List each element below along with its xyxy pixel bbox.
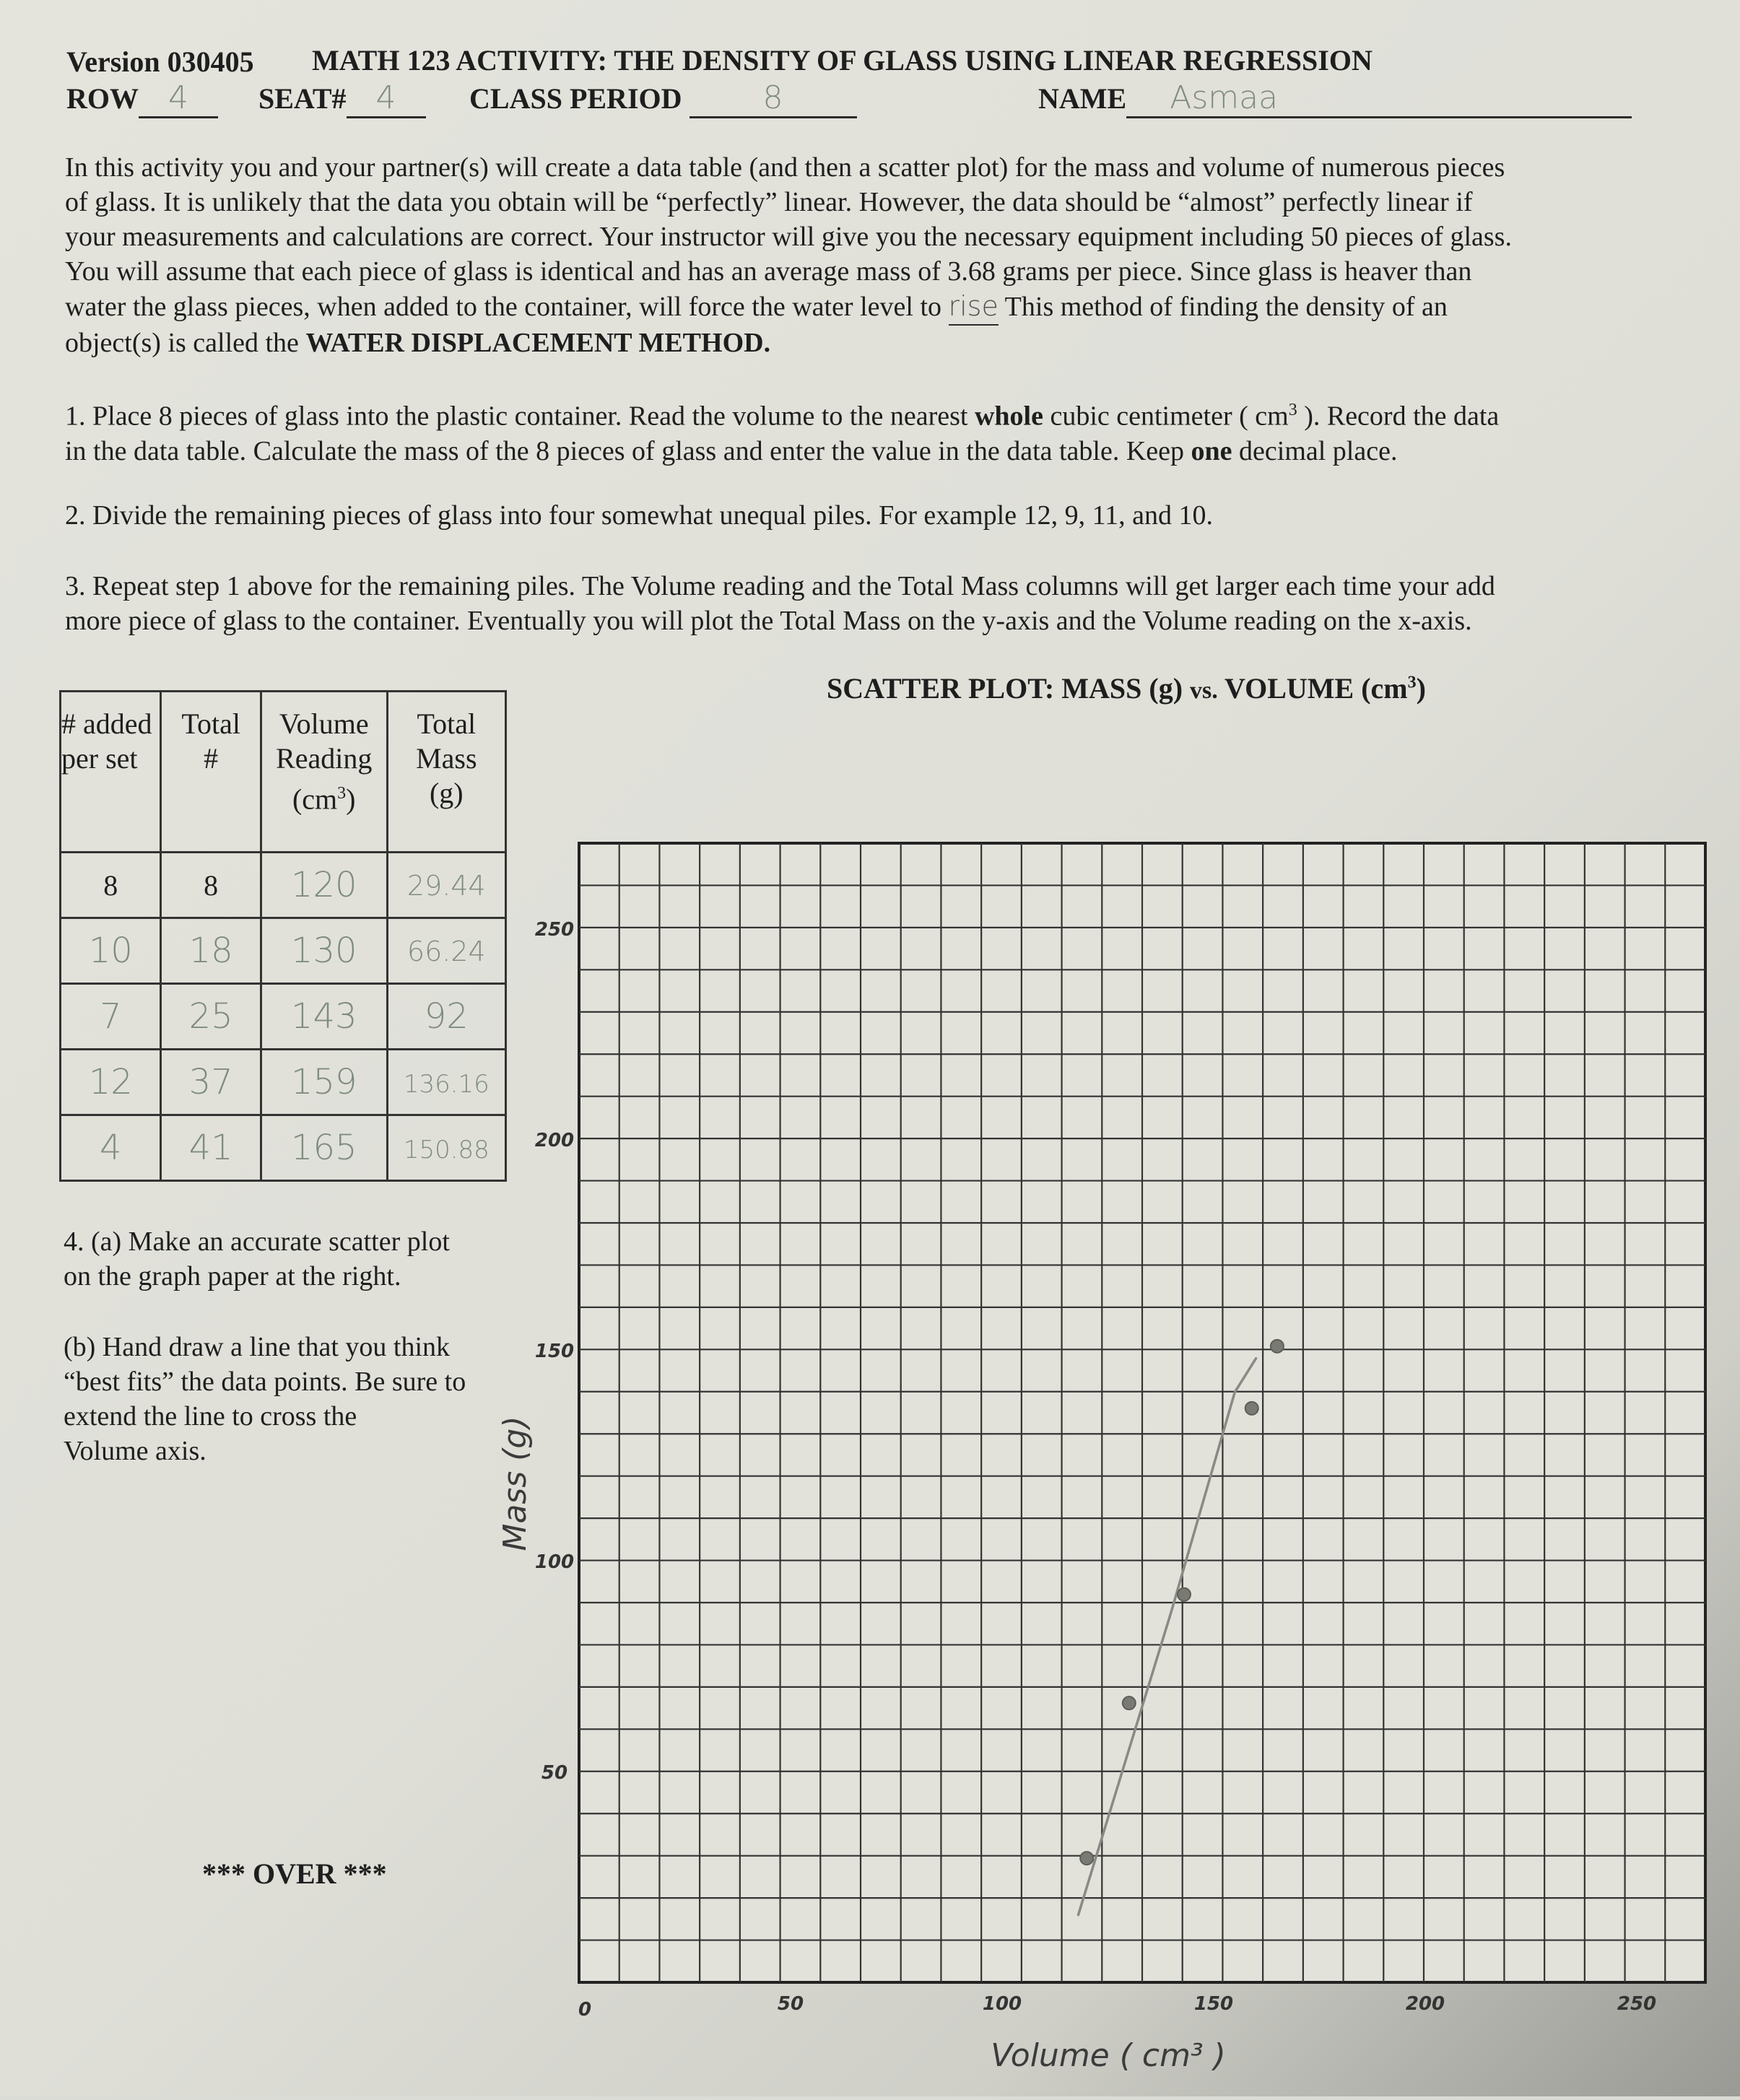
step-3-line: more piece of glass to the container. Eventually you will plot the Total Mass on the y-axis and the Volume reading on the x-axis.: [65, 606, 1472, 636]
y-tick-label: 200: [534, 1130, 575, 1151]
method-name: WATER DISPLACEMENT METHOD.: [305, 328, 771, 358]
title-text: SCATTER PLOT: MASS (g): [827, 672, 1191, 705]
intro-line: You will assume that each piece of glass is identical and has an average mass of 3.68 grams per piece. Since glass is heaver than: [65, 256, 1472, 287]
seat-label: SEAT#: [258, 82, 347, 115]
cell-value: 143: [290, 996, 357, 1037]
superscript: 3: [337, 784, 347, 803]
data-point[interactable]: [1271, 1340, 1284, 1353]
cell-value: 10: [88, 931, 133, 971]
x-tick-label: 150: [1193, 1993, 1234, 2015]
question-text: extend the line to cross the: [64, 1401, 357, 1432]
page-title: MATH 123 ACTIVITY: THE DENSITY OF GLASS USING LINEAR REGRESSION: [312, 44, 1373, 77]
row-value: 4: [168, 79, 188, 116]
header-text: Mass: [416, 742, 477, 775]
step-2: 2. Divide the remaining pieces of glass into four somewhat unequal piles. For example 12, 9, 11, and 10.: [65, 500, 1214, 531]
seat-value: 4: [375, 79, 396, 116]
version-label: Version 030405: [66, 45, 254, 78]
cell-value: 150.88: [403, 1135, 490, 1164]
header-text: #: [204, 742, 219, 775]
header-text: Volume: [279, 707, 369, 740]
step-emphasis: whole: [974, 401, 1043, 432]
superscript: 3: [1288, 401, 1297, 419]
header-text: (g): [429, 777, 464, 809]
question-text: 4. (a) Make an accurate scatter plot: [64, 1227, 450, 1257]
rise-answer: rise: [948, 290, 999, 322]
cell-value: 25: [188, 996, 233, 1037]
unit-text: (cm: [292, 783, 338, 816]
cell-value: 37: [188, 1062, 233, 1102]
header-text: Total: [417, 707, 477, 740]
y-tick-label: 150: [534, 1341, 575, 1362]
x-axis-title: Volume ( cm³ ): [991, 2037, 1226, 2074]
intro-text: water the glass pieces, when added to the container, will force the water level to: [65, 292, 949, 322]
x-tick-label: 0: [578, 1999, 592, 2021]
cell-value: 120: [290, 865, 357, 905]
class-period-value: 8: [762, 79, 783, 116]
intro-line: of glass. It is unlikely that the data you obtain will be “perfectly” linear. However, the data should be “almost” perfectly linear if: [65, 187, 1473, 217]
intro-text: object(s) is called the: [65, 328, 306, 358]
cell-value: 136.16: [403, 1069, 490, 1099]
cell-value: 165: [290, 1128, 357, 1168]
row-label: ROW: [66, 82, 139, 115]
header-text: Reading: [276, 742, 373, 775]
class-period-label: CLASS PERIOD: [469, 82, 682, 115]
step-text: 1. Place 8 pieces of glass into the plastic container. Read the volume to the nearest: [65, 401, 975, 432]
question-text: Volume axis.: [64, 1436, 206, 1466]
intro-line: In this activity you and your partner(s) will create a data table (and then a scatter plot) for the mass and volume of numerous pieces: [65, 152, 1505, 183]
cell-value: 8: [103, 868, 118, 902]
data-point[interactable]: [1123, 1696, 1136, 1709]
step-text: decimal place.: [1232, 435, 1398, 466]
data-point[interactable]: [1178, 1588, 1191, 1601]
cell-value: 18: [188, 931, 233, 971]
cell-value: 130: [290, 931, 357, 971]
header-text: per set: [61, 742, 138, 775]
y-tick-label: 100: [534, 1551, 575, 1573]
cell-value: 7: [99, 996, 122, 1037]
y-tick-label: 50: [541, 1762, 568, 1784]
cell-value: 92: [424, 996, 469, 1037]
cell-value: 12: [88, 1062, 133, 1102]
step-text: in the data table. Calculate the mass of the 8 pieces of glass and enter the value in the data table. Keep: [65, 435, 1191, 466]
cell-value: 66.24: [406, 935, 486, 967]
name-label: NAME: [1038, 82, 1127, 115]
cell-value: 4: [99, 1128, 122, 1168]
title-vs: vs.: [1190, 677, 1218, 704]
title-text: VOLUME (cm: [1217, 672, 1408, 705]
x-tick-label: 200: [1405, 1993, 1445, 2015]
question-text: on the graph paper at the right.: [64, 1261, 401, 1291]
superscript: 3: [1407, 673, 1417, 692]
data-point[interactable]: [1080, 1852, 1093, 1865]
step-emphasis: one: [1191, 435, 1232, 466]
x-tick-label: 50: [777, 1993, 804, 2015]
y-tick-label: 250: [534, 919, 575, 941]
x-tick-label: 100: [982, 1993, 1022, 2015]
step-text: ). Record the data: [1297, 401, 1500, 432]
x-tick-label: 250: [1617, 1993, 1657, 2015]
question-text: (b) Hand draw a line that you think: [64, 1332, 451, 1362]
header-text: # added: [61, 707, 152, 740]
question-text: “best fits” the data points. Be sure to: [64, 1367, 466, 1397]
intro-text: This method of finding the density of an: [998, 292, 1448, 322]
intro-line: your measurements and calculations are correct. Your instructor will give you the necessary equipment including 50 pieces of glass.: [65, 222, 1512, 252]
name-value: Asmaa: [1170, 79, 1279, 116]
title-text: ): [1416, 672, 1426, 705]
step-3-line: 3. Repeat step 1 above for the remaining piles. The Volume reading and the Total Mass columns will get larger each time your add: [65, 571, 1495, 601]
data-point[interactable]: [1245, 1402, 1258, 1415]
y-axis-title: Mass (g): [497, 1416, 534, 1551]
over-note: *** OVER ***: [202, 1857, 387, 1890]
header-text: Total: [181, 707, 240, 740]
cell-value: 159: [290, 1062, 357, 1102]
cell-value: 41: [188, 1128, 233, 1168]
graph-grid: [579, 843, 1705, 1982]
unit-text: ): [346, 783, 356, 816]
cell-value: 8: [204, 868, 219, 902]
step-text: cubic centimeter ( cm: [1043, 401, 1289, 432]
cell-value: 29.44: [406, 869, 486, 902]
